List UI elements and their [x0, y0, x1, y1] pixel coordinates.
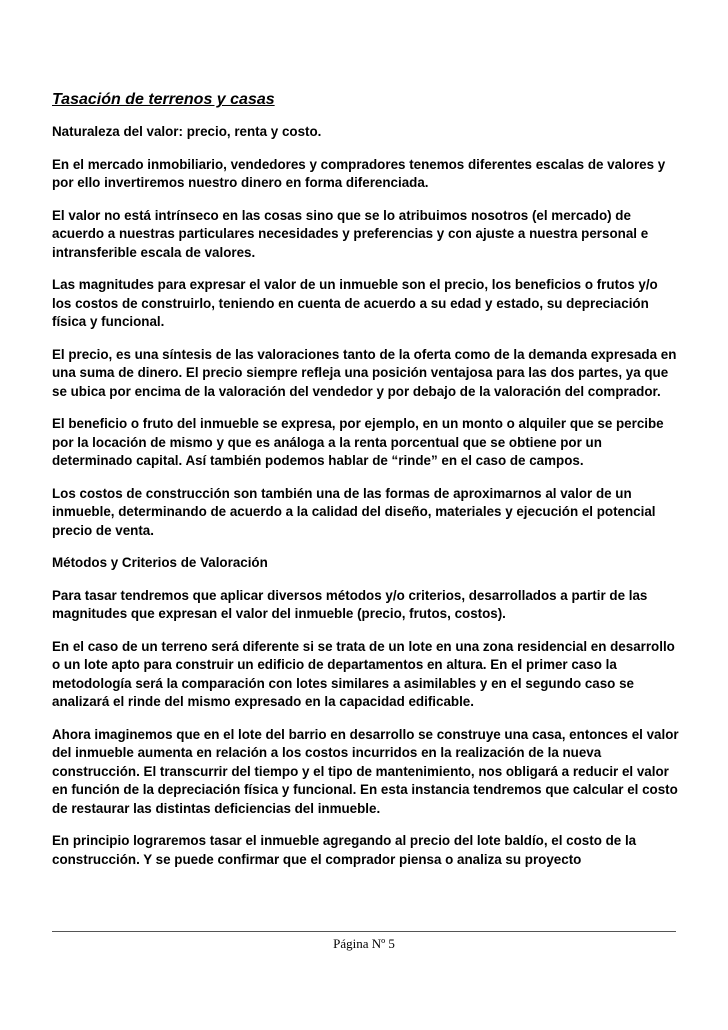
paragraph-principio: En principio lograremos tasar el inmueble agregando al precio del lote baldío, el costo de la construcción. Y se puede confirmar que el comprador piensa o analiza su proyecto: [52, 833, 637, 867]
paragraph-valor-intrinseco: El valor no está intrínseco en las cosas sino que se lo atribuimos nosotros (el mercado) de acuerdo a nuestras particulares necesidades y preferencias y con ajuste a nuestra personal e intransferible escala de valores.: [52, 207, 649, 260]
paragraph-tasar: Para tasar tendremos que aplicar diversos métodos y/o criterios, desarrollados a partir de las magnitudes que expresan el valor del inmueble (precio, frutos, costos).: [52, 587, 648, 621]
paragraph-naturaleza: Naturaleza del valor: precio, renta y costo.: [52, 124, 322, 139]
paragraph-mercado: En el mercado inmobiliario, vendedores y compradores tenemos diferentes escalas de valores y por ello invertiremos nuestro dinero en forma diferenciada.: [52, 156, 666, 190]
document-title: Tasación de terrenos y casas: [52, 91, 275, 108]
paragraph-beneficio: El beneficio o fruto del inmueble se expresa, por ejemplo, en un monto o alquiler que se percibe por la locación de mismo y que es análoga a la renta porcentual que se obtiene por un determinado capital. Así también podemos hablar de “rinde” en el caso de campos.: [52, 416, 664, 468]
paragraph-terreno: En el caso de un terreno será diferente si se trata de un lote en una zona residencial en desarrollo o un lote apto para construir un edificio de departamentos en altura. En el primer caso la metodología será la comparación con lotes similares a asimilables y en el segundo caso se analizará el rinde del mismo expresado en la capacidad edificable.: [52, 638, 675, 709]
paragraph-magnitudes: Las magnitudes para expresar el valor de un inmueble son el precio, los beneficios o frutos y/o los costos de construirlo, teniendo en cuenta de acuerdo a su edad y estado, su depreciación física y funcional.: [52, 277, 658, 329]
paragraph-costos: Los costos de construcción son también una de las formas de aproximarnos al valor de un inmueble, determinando de acuerdo a la calidad del diseño, materiales y ejecución el potencial precio de venta.: [52, 485, 656, 538]
footer-divider: [52, 931, 676, 932]
section-heading-metodos: Métodos y Criterios de Valoración: [52, 555, 268, 570]
paragraph-precio: El precio, es una síntesis de las valoraciones tanto de la oferta como de la demanda expresada en una suma de dinero. El precio siempre refleja una posición ventajosa para las dos partes, ya que se ubica por encima de la valoración del vendedor y por debajo de la valoración del comprador.: [52, 346, 677, 399]
paragraph-casa: Ahora imaginemos que en el lote del barrio en desarrollo se construye una casa, entonces el valor del inmueble aumenta en relación a los costos incurridos en la realización de la nueva construcción. El transcurrir del tiempo y el tipo de mantenimiento, nos obligará a reducir el valor en función de la depreciación física y funcional. En esta instancia tendremos que calcular el costo de restaurar las distintas deficiencias del inmueble.: [52, 726, 679, 816]
page-number: Página Nº 5: [333, 936, 395, 951]
document-body: [52, 90, 680, 883]
